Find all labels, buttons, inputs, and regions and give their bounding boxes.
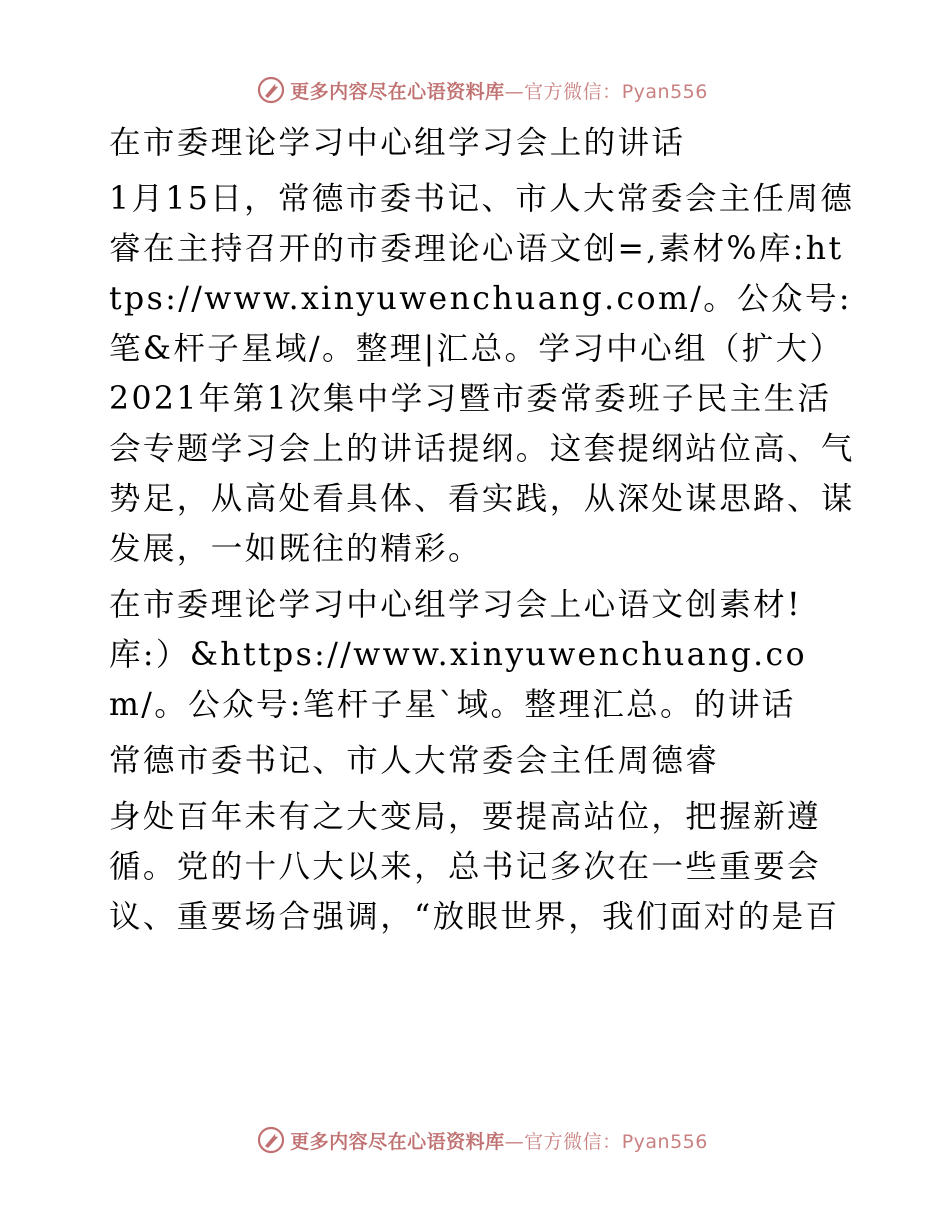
watermark-handle: Pyan556 [621,1130,708,1153]
pen-nib-circle-icon [256,75,286,105]
watermark-content [242,75,708,105]
watermark-wechat-label: 官方微信： [524,80,622,103]
header-watermark-banner [0,70,950,110]
footer-watermark-banner [0,1120,950,1160]
watermark-main-text: 更多内容尽在心语资料库 [290,80,505,103]
watermark-main-text: 更多内容尽在心语资料库 [290,1130,505,1153]
paragraph-subtitle: 在市委理论学习中心组学习会上心语文创素材!库:）&https://www.xinyuwenchuang.com/。公众号:笔杆子星`域。整理汇总。的讲话 [109,587,807,723]
watermark-text [290,1127,708,1154]
paragraph-author: 常德市委书记、市人大常委会主任周德睿 [109,743,720,779]
paragraph-body: 身处百年未有之大变局，要提高站位，把握新遵循。党的十八大以来，总书记多次在一些重要会议、重要场合强调，“放眼世界，我们面对的是百 [109,799,840,935]
document-body [97,118,857,942]
document-title: 在市委理论学习中心组学习会上的讲话 [109,125,686,161]
watermark-text [290,77,708,104]
watermark-handle: Pyan556 [621,80,708,103]
watermark-wechat-label: 官方微信： [524,1130,622,1153]
paragraph-intro: 1月15日，常德市委书记、市人大常委会主任周德睿在主持召开的市委理论心语文创=,素材%库:https://www.xinyuwenchuang.com/。公众号:笔&杆子星域/。整理|汇总。学习中心组（扩大）2021年第1次集中学习暨市委常委班子民主生活会专题学习会上的讲话提纲。这套提纲站位高、气势足，从高处看具体、看实践，从深处谋思路、谋发展，一如既往的精彩。 [109,181,855,567]
watermark-content [242,1125,708,1155]
pen-nib-circle-icon [256,1125,286,1155]
watermark-dash: — [504,1130,525,1153]
watermark-dash: — [504,80,525,103]
